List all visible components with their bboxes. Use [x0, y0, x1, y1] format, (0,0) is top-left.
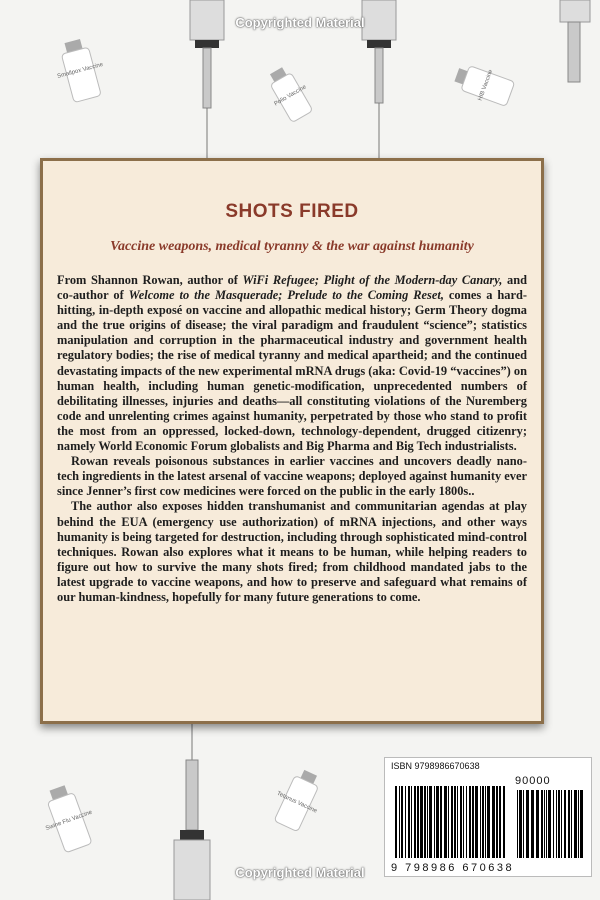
barcode-bar	[553, 790, 554, 858]
price-code: 90000	[515, 775, 551, 787]
book-reference: WiFi Refugee; Plight of the Modern-day Canary,	[242, 273, 503, 287]
barcode-bar	[420, 786, 423, 858]
barcode-bar	[544, 790, 545, 858]
barcode-bar	[561, 790, 562, 858]
vial-icon	[49, 35, 111, 105]
barcode-bar	[496, 786, 498, 858]
syringe-icon	[560, 0, 590, 82]
barcode-bar	[546, 790, 547, 858]
vial-icon	[451, 59, 516, 110]
barcode-bar	[558, 790, 560, 858]
barcode-bar	[519, 790, 522, 858]
description-text: and co-author of	[57, 273, 527, 303]
isbn-digits: 9 798986 670638	[391, 862, 515, 874]
barcode-bar	[523, 790, 524, 858]
barcode-bar	[578, 790, 579, 858]
vial-icon	[266, 764, 331, 836]
description-text: comes a hard-hitting, in-depth exposé on vaccine and allopathic medical history; Germ Theory dogma and the true origins of disease; the viral paradigm and fraudulent “science”; statistics manipulation and corruption in the pharmaceutical industry and government health regulatory bodies; the rise of medical tyranny and medical apartheid; and the continued devastating impacts of the new experimental mRNA drugs (aka: Covid-19 “vaccines”) on human health, including human genetic-modification, unprecedented numbers of debilitating illnesses, injuries and deaths—all constituting violations of the Nuremberg code and unrelenting crimes against humanity, perpetrated by those who stand to profit the most from an oppressed, locked-down, technology-dependent, drugged citizenry; namely World Economic Forum globalists and Big Pharma and Big Tech industrialists.	[57, 288, 527, 454]
barcode-bar	[487, 786, 490, 858]
barcode-bar	[427, 786, 428, 858]
vial-label: Tetanus Vaccine	[275, 790, 318, 815]
isbn-barcode	[384, 757, 592, 877]
barcode-bar	[434, 786, 435, 858]
barcode-bar	[466, 786, 467, 858]
barcode-bar	[503, 786, 505, 858]
barcode-bar	[475, 786, 478, 858]
barcode-bar	[448, 786, 449, 858]
book-title: SHOTS FIRED	[225, 201, 359, 222]
barcode-bar	[436, 786, 439, 858]
barcode-bar	[492, 786, 495, 858]
barcode-bar	[568, 790, 570, 858]
barcode-bar	[417, 786, 419, 858]
barcode-bar	[408, 786, 410, 858]
barcode-bar	[472, 786, 474, 858]
barcode-bar	[541, 790, 543, 858]
barcode-bar	[469, 786, 471, 858]
barcode-bar	[564, 790, 566, 858]
description-text: The author also exposes hidden transhumanist and communitarian agendas at play behind the EUA (emergency use authorization) of mRNA injections, and other ways humanity is being targeted for destruction, including through sophisticated mind-control techniques. Rowan also explores what it means to be human, while helping readers to figure out how to survive the many shots fired; from childhood mandated jabs to the latest upgrade to vaccine weapons, and how to preserve and safeguard what remains of our human-kindness, hopefully for many future generations to come.	[57, 499, 527, 604]
barcode-bar	[457, 786, 458, 858]
description-paragraph	[57, 499, 527, 605]
back-cover-panel	[40, 158, 544, 724]
barcode-bar	[429, 786, 432, 858]
barcode-bar	[499, 786, 501, 858]
barcode-bar	[574, 790, 577, 858]
barcode-bar	[548, 790, 551, 858]
barcode-bar	[536, 790, 539, 858]
barcode-bar	[526, 790, 529, 858]
barcode-bar	[424, 786, 426, 858]
barcode-bar	[531, 790, 534, 858]
barcode-bar	[395, 786, 397, 858]
barcode-bar	[556, 790, 557, 858]
vial-label: Smallpox Vaccine	[56, 61, 104, 80]
book-subtitle: Vaccine weapons, medical tyranny & the war against humanity	[110, 239, 474, 254]
barcode-bar	[399, 786, 400, 858]
barcode-bar	[517, 790, 518, 858]
barcode-bar	[460, 786, 462, 858]
barcode-bar	[451, 786, 453, 858]
barcode-bar	[485, 786, 486, 858]
vial-label: Swine Flu Vaccine	[45, 809, 94, 833]
barcode-bar	[580, 790, 583, 858]
vial-label: Polio Vaccine	[273, 84, 308, 108]
barcode-bar	[454, 786, 456, 858]
barcode-bar	[401, 786, 403, 858]
vial-label: HIB Vaccine	[477, 69, 495, 102]
description-text: From Shannon Rowan, author of	[57, 273, 243, 287]
book-description	[57, 273, 527, 605]
isbn-label: ISBN 9798986670638	[391, 761, 480, 771]
barcode-bar	[411, 786, 412, 858]
barcode-bar	[463, 786, 464, 858]
barcode-bar	[444, 786, 447, 858]
barcode-bar	[440, 786, 442, 858]
barcode-bar	[405, 786, 406, 858]
vial-icon	[260, 61, 318, 125]
barcode-bar	[480, 786, 481, 858]
barcode-bar	[482, 786, 484, 858]
watermark-top: Copyrighted Material	[235, 15, 365, 30]
description-paragraph	[57, 454, 527, 499]
description-text: Rowan reveals poisonous substances in earlier vaccines and uncovers deadly nano-tech ingredients in the latest arsenal of vaccine weapons; deployed against humanity ever since Jenner’s first cow medicines were forced on the public in the early 1800s..	[57, 454, 527, 499]
barcode-bar	[414, 786, 416, 858]
barcode-bar	[571, 790, 572, 858]
vial-icon	[34, 779, 102, 856]
description-paragraph	[57, 273, 527, 454]
watermark-bottom: Copyrighted Material	[235, 865, 365, 880]
barcode-bars	[385, 758, 593, 878]
book-reference: Welcome to the Masquerade; Prelude to the Coming Reset,	[128, 288, 444, 303]
